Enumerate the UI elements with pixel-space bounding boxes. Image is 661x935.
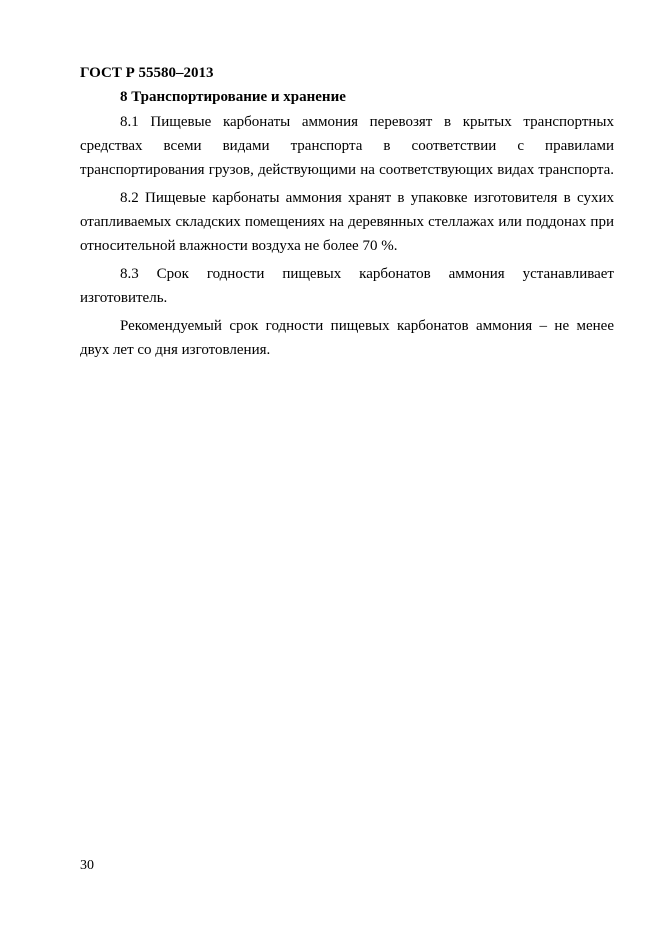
page-number: 30 bbox=[80, 858, 94, 873]
paragraph-8-3: 8.3 Срок годности пищевых карбонатов аммония устанавливает изготовитель. bbox=[80, 266, 614, 306]
paragraph-8-1: 8.1 Пищевые карбонаты аммония перевозят в крытых транспортных средствах всеми видами транспорта в соответствии с правилами транспортирования грузов, действующими на соответствующих видах транспорта. bbox=[80, 114, 614, 178]
paragraph-8-2: 8.2 Пищевые карбонаты аммония хранят в упаковке изготовителя в сухих отапливаемых складских помещениях на деревянных стеллажах или поддонах при относительной влажности воздуха не более 70 %. bbox=[80, 190, 614, 254]
section-heading: 8 Транспортирование и хранение bbox=[120, 89, 346, 105]
paragraph-recommended-term: Рекомендуемый срок годности пищевых карбонатов аммония – не менее двух лет со дня изготовления. bbox=[80, 318, 614, 358]
section-content bbox=[80, 88, 614, 366]
document-code: ГОСТ Р 55580–2013 bbox=[80, 65, 214, 81]
